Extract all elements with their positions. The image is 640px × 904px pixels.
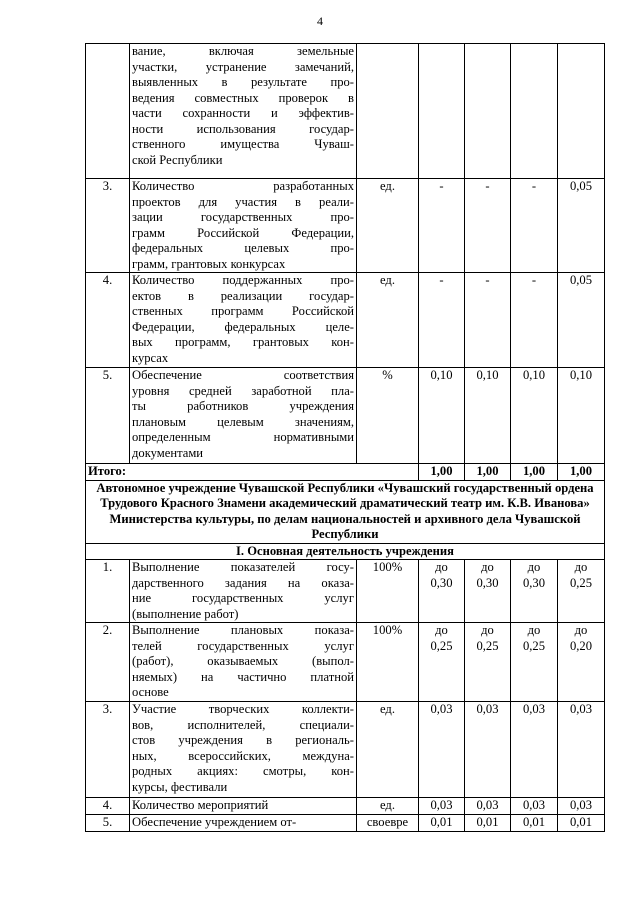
- row-value-3: [511, 623, 558, 702]
- description-line: вых программ, грантовых кон-: [132, 335, 354, 349]
- row-value-3: -: [511, 273, 558, 368]
- description-line: зации государственных про-: [132, 210, 354, 224]
- table-row: [86, 702, 605, 798]
- description-line: Количество поддержанных про-: [132, 273, 354, 287]
- description-line: Участие творческих коллекти-: [132, 702, 354, 716]
- description-line: Обеспечение соответствия: [132, 368, 354, 382]
- row-value-1: -: [419, 179, 465, 273]
- row-description: [130, 273, 357, 368]
- value-number: 0,30: [476, 575, 499, 590]
- description-line: ственных программ Российской: [132, 304, 354, 318]
- row-value-1: 0,01: [419, 815, 465, 832]
- row-number: 4.: [86, 273, 130, 368]
- row-value-1: 0,03: [419, 798, 465, 815]
- description-line: Федерации, федеральных целе-: [132, 319, 354, 334]
- value-number: 0,25: [476, 638, 499, 653]
- table-row: [86, 560, 605, 623]
- row-value-3: 0,03: [511, 702, 558, 798]
- description-line: проектов для участия в реали-: [132, 194, 354, 209]
- section-header: I. Основная деятельность учреждения: [86, 543, 605, 560]
- value-number: 0,25: [569, 575, 593, 590]
- description-line: ние государственных услуг: [132, 591, 354, 605]
- row-value-4: 0,01: [558, 815, 605, 832]
- row-value-2: [465, 623, 511, 702]
- row-value-1: [419, 560, 465, 623]
- description-line: грамм Российской Федерации,: [132, 225, 354, 240]
- description-line: (выполнение работ): [132, 606, 239, 621]
- row-description: [130, 44, 357, 179]
- row-value-4: [558, 623, 605, 702]
- row-unit: %: [357, 368, 419, 464]
- description-line: уровня средней заработной пла-: [132, 383, 354, 398]
- total-value-2: 1,00: [465, 464, 511, 481]
- description-line: федеральных целевых про-: [132, 241, 354, 255]
- row-value-3: [511, 44, 558, 179]
- description-line: курсы, фестивали: [132, 779, 228, 794]
- row-number: 5.: [86, 368, 130, 464]
- total-value-1: 1,00: [419, 464, 465, 481]
- row-description: [130, 368, 357, 464]
- row-unit: ед.: [357, 798, 419, 815]
- description-line: стов учреждения в региональ-: [132, 733, 354, 747]
- table-row: [86, 273, 605, 368]
- value-prefix: до: [435, 560, 448, 574]
- row-value-1: [419, 44, 465, 179]
- value-prefix: до: [435, 623, 448, 637]
- value-number: 0,30: [522, 575, 546, 590]
- page-number: 4: [317, 14, 323, 28]
- description-line: выявленных в результате про-: [132, 75, 354, 89]
- value-prefix: до: [481, 623, 494, 637]
- row-value-4: 0,05: [558, 179, 605, 273]
- row-unit: [357, 44, 419, 179]
- row-number: 3.: [86, 702, 130, 798]
- description-line: участки, устранение замечаний,: [132, 59, 354, 74]
- row-value-1: -: [419, 273, 465, 368]
- row-value-4: 0,03: [558, 798, 605, 815]
- table-row: [86, 815, 605, 832]
- row-value-2: -: [465, 179, 511, 273]
- row-description: [130, 560, 357, 623]
- value-number: 0,20: [569, 638, 593, 653]
- total-value-3: 1,00: [511, 464, 558, 481]
- row-value-3: 0,01: [511, 815, 558, 832]
- institution-header: Автономное учреждение Чувашской Республики «Чувашский государственный ордена Трудового Красного Знамени академический драматический театр им. К.В. Иванова» Министерства культуры, по делам национальностей и архивного дела Чувашской Республики: [86, 480, 605, 543]
- row-value-2: 0,03: [465, 798, 511, 815]
- description-line: Количество разработанных: [132, 179, 354, 193]
- value-prefix: до: [574, 560, 588, 574]
- description-line: ности использования государ-: [132, 121, 354, 136]
- row-value-4: [558, 560, 605, 623]
- row-value-1: [419, 623, 465, 702]
- row-unit: ед.: [357, 702, 419, 798]
- value-number: 0,25: [522, 638, 546, 653]
- total-row: [86, 464, 605, 481]
- description-line: вание, включая земельные: [132, 44, 354, 58]
- row-value-4: [558, 44, 605, 179]
- row-unit: 100%: [357, 623, 419, 702]
- row-unit: 100%: [357, 560, 419, 623]
- description-line: Количество мероприятий: [132, 798, 269, 812]
- row-value-2: [465, 560, 511, 623]
- row-value-1: 0,03: [419, 702, 465, 798]
- description-line: дарственного задания на оказа-: [132, 575, 354, 590]
- row-value-4: 0,05: [558, 273, 605, 368]
- row-description: [130, 702, 357, 798]
- row-description: [130, 798, 357, 815]
- value-prefix: до: [481, 560, 494, 574]
- row-value-2: [465, 44, 511, 179]
- row-number: 1.: [86, 560, 130, 623]
- row-unit: ед.: [357, 179, 419, 273]
- description-line: ведения совместных проверок в: [132, 90, 354, 105]
- row-number: 2.: [86, 623, 130, 702]
- description-line: Обеспечение учреждением от-: [132, 815, 297, 829]
- description-line: ственного имущества Чуваш-: [132, 137, 354, 151]
- description-line: Выполнение показателей госу-: [132, 560, 354, 574]
- description-line: родных акциях: смотры, кон-: [132, 764, 354, 778]
- table-row: [86, 44, 605, 179]
- value-prefix: до: [574, 623, 588, 637]
- row-number: 4.: [86, 798, 130, 815]
- row-number: [86, 44, 130, 179]
- total-label: Итого:: [86, 464, 419, 481]
- row-description: [130, 179, 357, 273]
- value-prefix: до: [527, 623, 541, 637]
- row-number: 5.: [86, 815, 130, 832]
- description-line: Выполнение плановых показа-: [132, 623, 354, 637]
- description-line: определенным нормативными: [132, 430, 354, 444]
- row-description: [130, 815, 357, 832]
- row-value-3: 0,10: [511, 368, 558, 464]
- value-prefix: до: [527, 560, 541, 574]
- table-row: [86, 179, 605, 273]
- description-line: ты работников учреждения: [132, 399, 354, 413]
- row-value-3: [511, 560, 558, 623]
- description-line: основе: [132, 685, 169, 699]
- description-line: няемых) на частично платной: [132, 669, 354, 684]
- value-number: 0,30: [430, 575, 453, 590]
- row-description: [130, 623, 357, 702]
- row-value-2: 0,10: [465, 368, 511, 464]
- row-value-4: 0,03: [558, 702, 605, 798]
- row-value-2: -: [465, 273, 511, 368]
- description-line: плановым целевым значениям,: [132, 414, 354, 429]
- table-row: [86, 798, 605, 815]
- description-line: телей государственных услуг: [132, 638, 354, 653]
- row-value-1: 0,10: [419, 368, 465, 464]
- description-line: ных, всероссийских, междуна-: [132, 748, 354, 763]
- row-unit: своевре: [357, 815, 419, 832]
- description-line: вов, исполнителей, специали-: [132, 717, 354, 732]
- description-line: ской Республики: [132, 152, 223, 167]
- description-line: грамм, грантовых конкурсах: [132, 256, 286, 271]
- description-line: курсах: [132, 350, 169, 365]
- description-line: части сохранности и эффектив-: [132, 106, 354, 120]
- description-line: (работ), оказываемых (выпол-: [132, 654, 354, 668]
- total-value-4: 1,00: [558, 464, 605, 481]
- row-value-2: 0,03: [465, 702, 511, 798]
- section-header-row: [86, 543, 605, 560]
- institution-header-row: [86, 480, 605, 543]
- row-unit: ед.: [357, 273, 419, 368]
- row-number: 3.: [86, 179, 130, 273]
- description-line: документами: [132, 445, 204, 460]
- table-row: [86, 368, 605, 464]
- row-value-3: 0,03: [511, 798, 558, 815]
- row-value-4: 0,10: [558, 368, 605, 464]
- description-line: ектов в реализации государ-: [132, 288, 354, 303]
- table-row: [86, 623, 605, 702]
- row-value-2: 0,01: [465, 815, 511, 832]
- row-value-3: -: [511, 179, 558, 273]
- indicators-table: [85, 43, 605, 832]
- value-number: 0,25: [430, 638, 453, 653]
